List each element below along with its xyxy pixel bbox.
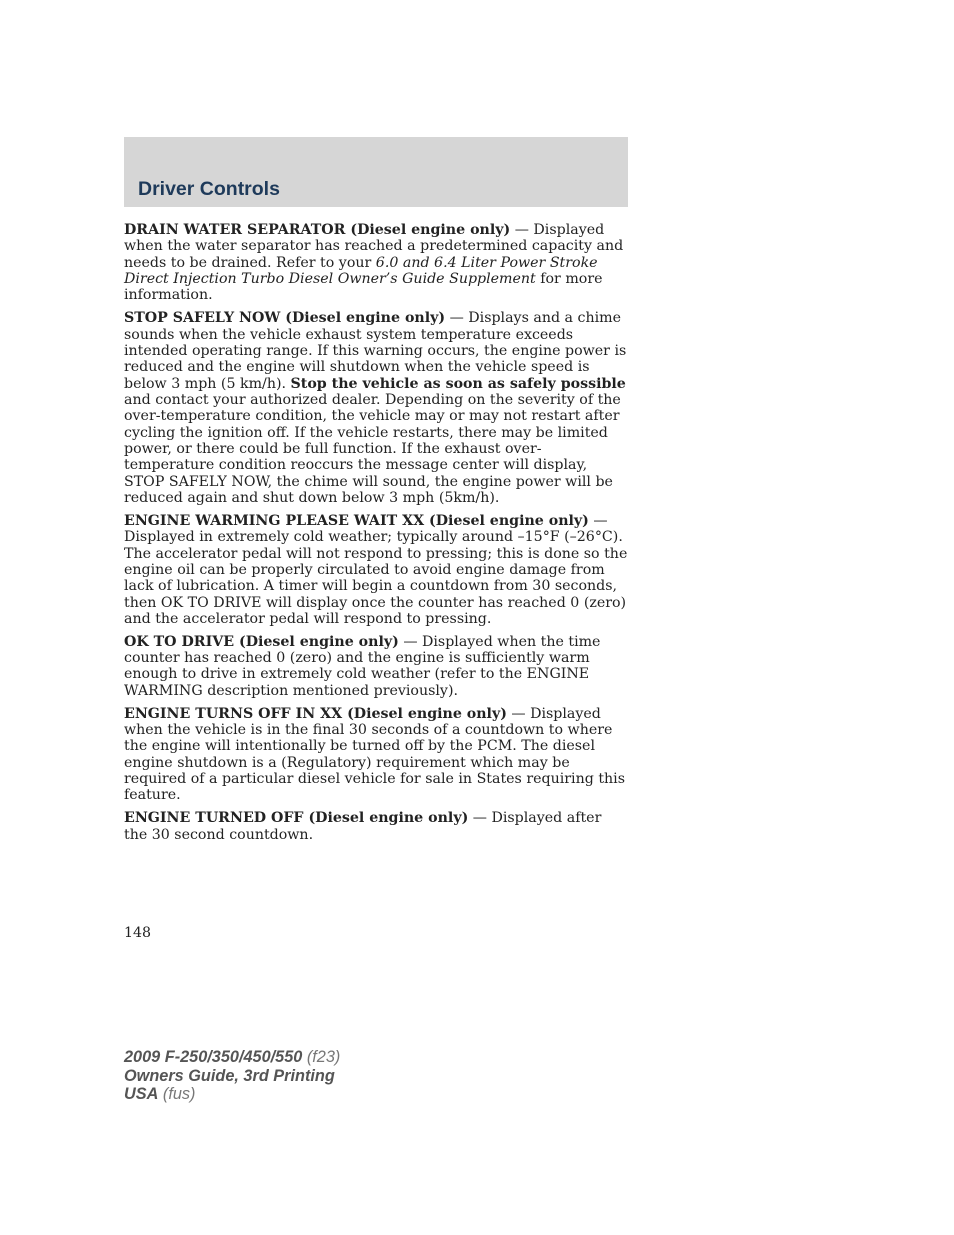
paragraph-ok-to-drive: OK TO DRIVE (Diesel engine only) — Displayed when the time counter has reached 0 (zero) and the engine is sufficiently warm enough to drive in extremely cold weather (refer to the ENGINE WARMING description mentioned previously). (124, 633, 601, 699)
term-engine-turned-off: ENGINE TURNED OFF (Diesel engine only) (124, 810, 469, 827)
page-number: 148 (124, 925, 152, 941)
term-stop-safely-now: STOP SAFELY NOW (Diesel engine only) (124, 310, 446, 327)
paragraph-engine-turns-off: ENGINE TURNS OFF IN XX (Diesel engine only) — Displayed when the vehicle is in the final 30 seconds of a countdown to where the engine will intentionally be turned off by the PCM. The diesel engine shutdown is a (Regulatory) requirement which may be required of a particular diesel vehicle for sale in States requiring this feature. (124, 705, 625, 804)
section-header-band (124, 137, 628, 207)
term-ok-to-drive: OK TO DRIVE (Diesel engine only) (124, 633, 399, 650)
footer-line-market: USA (fus) (124, 1085, 196, 1103)
footer-line-edition: Owners Guide, 3rd Printing (124, 1066, 335, 1085)
footer-line-model: 2009 F-250/350/450/550 (f23) (124, 1048, 341, 1066)
term-engine-warming: ENGINE WARMING PLEASE WAIT XX (Diesel engine only) (124, 512, 589, 529)
stop-warning-emphasis: Stop the vehicle as soon as safely possible (290, 375, 626, 392)
term-engine-turns-off: ENGINE TURNS OFF IN XX (Diesel engine only) (124, 705, 507, 722)
supplement-reference: 6.0 and 6.4 Liter Power Stroke Direct Injection Turbo Diesel Owner’s Guide Supplement (124, 254, 598, 288)
paragraph-stop-safely-now: STOP SAFELY NOW (Diesel engine only) — Displays and a chime sounds when the vehicle exhaust system temperature exceeds intended operating range. If this warning occurs, the engine power is reduced and the engine will shutdown when the vehicle speed is below 3 mph (5 km/h). Stop the vehicle as soon as safely possible and contact your authorized dealer. Depending on the severity of the over-temperature condition, the vehicle may or may not restart after cycling the ignition off. If the vehicle restarts, there may be limited power, or there could be full function. If the exhaust over-temperature condition reoccurs the message center will display, STOP SAFELY NOW, the chime will sound, the engine power will be reduced again and shut down below 3 mph (5km/h). (124, 310, 627, 506)
paragraph-engine-turned-off: ENGINE TURNED OFF (Diesel engine only) — Displayed after the 30 second countdown. (124, 810, 602, 843)
section-title: Driver Controls (138, 178, 280, 200)
document-footer (124, 1048, 340, 1104)
page-content (124, 222, 628, 849)
term-drain-water-separator: DRAIN WATER SEPARATOR (Diesel engine only) (124, 222, 511, 238)
paragraph-drain-water-separator: DRAIN WATER SEPARATOR (Diesel engine only) — Displayed when the water separator has reached a predetermined capacity and needs to be drained. Refer to your 6.0 and 6.4 Liter Power Stroke Direct Injection Turbo Diesel Owner’s Guide Supplement for more information. (124, 222, 624, 304)
paragraph-engine-warming: ENGINE WARMING PLEASE WAIT XX (Diesel engine only) — Displayed in extremely cold weather; typically around –15°F (–26°C). The accelerator pedal will not respond to pressing; this is done so the engine oil can be properly circulated to avoid engine damage from lack of lubrication. A timer will begin a countdown from 30 seconds, then OK TO DRIVE will display once the counter has reached 0 (zero) and the accelerator pedal will respond to pressing. (124, 512, 628, 627)
